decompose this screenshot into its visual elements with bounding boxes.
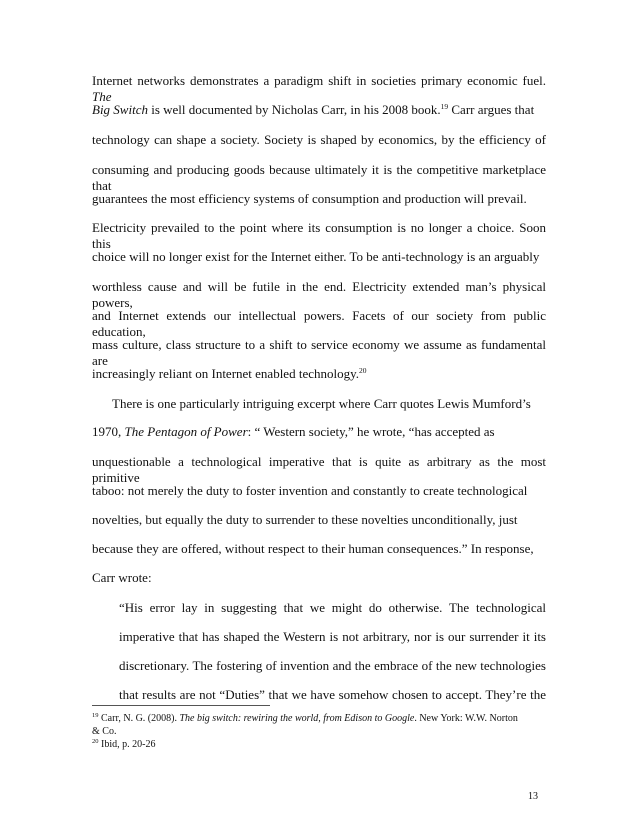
body-text: increasingly reliant on Internet enabled technology.	[92, 366, 360, 381]
body-text: Carr argues that	[448, 102, 535, 117]
body-line-17: because they are offered, without respect to their human consequences.” In response,	[92, 541, 534, 556]
body-line-1	[92, 73, 546, 105]
body-line-7: choice will no longer exist for the Internet either. To be anti-technology is an arguably	[92, 249, 540, 264]
body-text: : “ Western society,” he wrote, “has accepted as	[247, 424, 495, 439]
footnote-19	[92, 713, 518, 725]
body-line-5: guarantees the most efficiency systems of consumption and production will prevail.	[92, 191, 527, 206]
body-line-6: Electricity prevailed to the point where its consumption is no longer a choice. Soon this	[92, 220, 546, 251]
body-line-14: unquestionable a technological imperative that is quite as arbitrary as the most primitive	[92, 454, 546, 485]
body-line-16: novelties, but equally the duty to surrender to these novelties unconditionally, just	[92, 512, 518, 527]
book-title-italic: The Pentagon of Power	[124, 424, 248, 439]
body-line-13	[92, 424, 495, 440]
body-line-8: worthless cause and will be futile in the end. Electricity extended man’s physical powers,	[92, 279, 546, 310]
footnote-20	[92, 739, 155, 751]
footnote-divider	[92, 705, 270, 706]
body-line-3: technology can shape a society. Society is shaped by economics, by the efficiency of	[92, 132, 546, 147]
body-line-9: and Internet extends our intellectual powers. Facets of our society from public education,	[92, 308, 546, 339]
quote-line-2: imperative that has shaped the Western is not arbitrary, nor is our surrender it its	[119, 629, 546, 644]
footnote-text: Ibid, p. 20-26	[98, 739, 156, 750]
footnote-title-italic: The big switch: rewiring the world, from Edison to Google	[179, 713, 415, 724]
quote-line-1: “His error lay in suggesting that we might do otherwise. The technological	[119, 600, 546, 615]
body-line-18: Carr wrote:	[92, 570, 152, 585]
book-title-italic: The	[92, 89, 112, 104]
body-text: Internet networks demonstrates a paradigm shift in societies primary economic fuel.	[92, 73, 546, 88]
body-line-15: taboo: not merely the duty to foster invention and constantly to create technological	[92, 483, 528, 498]
body-line-10: mass culture, class structure to a shift to service economy we assume as fundamental are	[92, 337, 546, 368]
footnote-19-continued: & Co.	[92, 726, 117, 737]
quote-line-3: discretionary. The fostering of invention and the embrace of the new technologies	[119, 658, 546, 673]
paragraph-2-first-line: There is one particularly intriguing excerpt where Carr quotes Lewis Mumford’s	[112, 396, 531, 411]
body-line-11	[92, 366, 367, 382]
footnote-text: Carr, N. G. (2008).	[98, 713, 180, 724]
footnote-ref: 20	[359, 366, 367, 375]
body-text: is well documented by Nicholas Carr, in his 2008 book.	[147, 102, 441, 117]
footnote-number: 19	[92, 712, 99, 719]
body-line-4: consuming and producing goods because ultimately it is the competitive marketplace that	[92, 162, 546, 193]
book-title-italic: Big Switch	[92, 102, 148, 117]
body-text: 1970,	[92, 424, 125, 439]
footnote-number: 20	[92, 738, 99, 745]
quote-line-4: that results are not “Duties” that we have somehow chosen to accept. They’re the	[119, 687, 546, 702]
page-number: 13	[528, 791, 538, 802]
body-line-2	[92, 102, 534, 118]
footnote-text: . New York: W.W. Norton	[414, 713, 518, 724]
footnote-ref: 19	[440, 102, 449, 111]
